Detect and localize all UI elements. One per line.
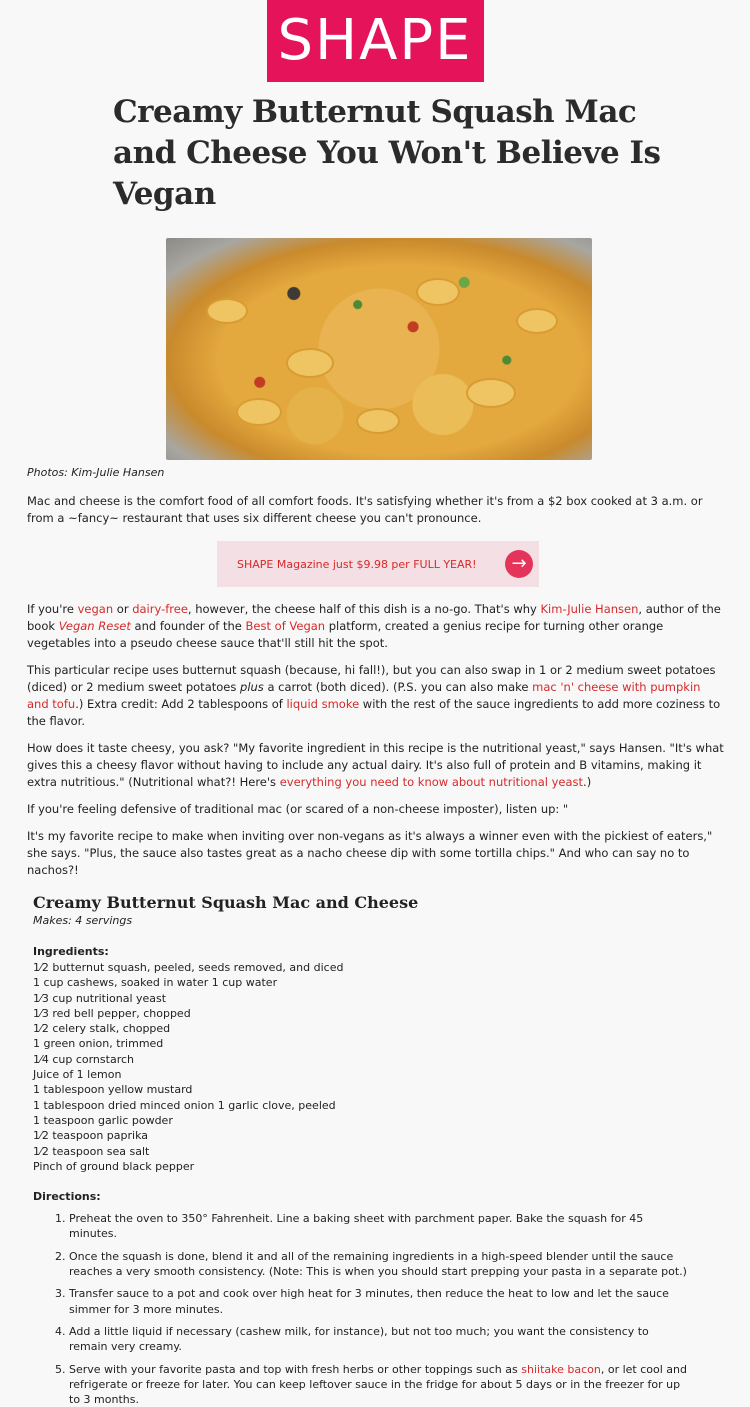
photo-caption: Photos: Kim-Julie Hansen xyxy=(27,466,165,479)
link-best-of-vegan[interactable]: Best of Vegan xyxy=(245,619,326,633)
ingredient-item: 1⁄3 red bell pepper, chopped xyxy=(33,1006,191,1020)
subscription-promo[interactable] xyxy=(217,541,539,587)
paragraph-taste: How does it taste cheesy, you ask? "My favorite ingredient in this recipe is the nutritional yeast," says Hansen. "It's what gives this a cheesy flavor without having to include any actual dairy. It's also full of protein and B vitamins, making it extra nutritious." (Nutritional what?! Here's everything you need to know about nutritional yeast.) xyxy=(27,741,724,789)
paragraph-vegan: If you're vegan or dairy-free, however, the cheese half of this dish is a no-go. That's why Kim-Julie Hansen, author of the book Vegan Reset and founder of the Best of Vegan platform, created a genius recipe for turning other orange vegetables into a pseudo cheese sauce that'll still hit the spot. xyxy=(27,602,721,650)
direction-step: 4. Add a little liquid if necessary (cashew milk, for instance), but not too much; you want the consistency to remain very creamy. xyxy=(69,1324,689,1355)
directions-list xyxy=(0,1211,689,1407)
arrow-right-icon[interactable]: → xyxy=(505,550,533,578)
direction-step: 5. Serve with your favorite pasta and top with fresh herbs or other toppings such as shiitake bacon, or let cool and refrigerate or freeze for later. You can keep leftover sauce in the fridge for about 5 days or in the freezer for up to 3 months. xyxy=(69,1362,689,1407)
direction-step: 1. Preheat the oven to 350° Fahrenheit. Line a baking sheet with parchment paper. Bake the squash for 45 minutes. xyxy=(69,1211,689,1242)
ingredient-item: 1⁄2 butternut squash, peeled, seeds removed, and diced xyxy=(33,961,344,974)
recipe-title: Creamy Butternut Squash Mac and Cheese xyxy=(33,893,419,912)
paragraph-butternut: This particular recipe uses butternut squash (because, hi fall!), but you can also swap in 1 or 2 medium sweet potatoes (diced) or 2 medium sweet potatoes plus a carrot (both diced). (P.S. you can also make mac 'n' cheese with pumpkin and tofu.) Extra credit: Add 2 tablespoons of liquid smoke with the rest of the sauce ingredients to add more coziness to the flavor. xyxy=(27,663,721,728)
ingredient-item: 1⁄3 cup nutritional yeast xyxy=(33,991,167,1005)
ingredient-item: 1⁄2 teaspoon sea salt xyxy=(33,1144,150,1158)
link-dairy-free[interactable]: dairy-free xyxy=(132,602,188,616)
ingredient-item: 1⁄2 celery stalk, chopped xyxy=(33,1022,171,1036)
link-vegan-reset[interactable]: Vegan Reset xyxy=(58,619,131,633)
link-liquid-smoke[interactable]: liquid smoke xyxy=(286,697,360,711)
ingredients-heading: Ingredients: xyxy=(33,945,109,958)
link-vegan[interactable]: vegan xyxy=(77,602,114,616)
paragraph-quote: It's my favorite recipe to make when inviting over non-vegans as it's always a winner even with the pickiest of eaters," she says. "Plus, the sauce also tastes great as a nacho cheese dip with some tortilla chips." And who can say no to nachos?! xyxy=(27,829,713,877)
ingredient-item: 1⁄4 cup cornstarch xyxy=(33,1052,134,1066)
promo-text[interactable]: SHAPE Magazine just $9.98 per FULL YEAR! xyxy=(237,557,477,571)
ingredient-item: 1 tablespoon dried minced onion 1 garlic clove, peeled xyxy=(33,1098,336,1112)
link-pumpkin-tofu[interactable]: mac 'n' cheese with pumpkin and tofu xyxy=(27,680,701,711)
link-shiitake-bacon[interactable]: shiitake bacon xyxy=(521,1362,601,1376)
ingredient-item: Pinch of ground black pepper xyxy=(33,1159,195,1173)
paragraph-defensive: If you're feeling defensive of traditional mac (or scared of a non-cheese imposter), listen up: " xyxy=(27,802,569,816)
direction-step: 2. Once the squash is done, blend it and all of the remaining ingredients in a high-speed blender until the sauce reaches a very smooth consistency. (Note: This is when you should start prepping your pasta in a separate pot.) xyxy=(69,1249,689,1280)
ingredients-list xyxy=(0,960,750,1174)
link-kim-julie-hansen[interactable]: Kim-Julie Hansen xyxy=(540,602,639,616)
ingredient-item: 1 tablespoon yellow mustard xyxy=(33,1083,193,1097)
ingredient-item: 1 green onion, trimmed xyxy=(33,1037,164,1051)
shape-logo[interactable]: SHAPE xyxy=(267,0,484,82)
ingredient-item: 1 cup cashews, soaked in water 1 cup water xyxy=(33,976,278,990)
recipe-servings: Makes: 4 servings xyxy=(33,914,133,927)
article-title: Creamy Butternut Squash Mac and Cheese You Won't Believe Is Vegan xyxy=(113,94,661,212)
hero-image xyxy=(166,238,592,460)
link-nutritional-yeast[interactable]: everything you need to know about nutritional yeast xyxy=(279,775,584,789)
ingredient-item: 1⁄2 teaspoon paprika xyxy=(33,1129,148,1143)
ingredient-item: Juice of 1 lemon xyxy=(33,1068,122,1082)
directions-heading: Directions: xyxy=(33,1190,101,1204)
direction-step: 3. Transfer sauce to a pot and cook over high heat for 3 minutes, then reduce the heat to low and let the sauce simmer for 3 more minutes. xyxy=(69,1286,689,1317)
ingredient-item: 1 teaspoon garlic powder xyxy=(33,1113,173,1127)
header xyxy=(0,0,750,82)
paragraph-intro: Mac and cheese is the comfort food of all comfort foods. It's satisfying whether it's from a $2 box cooked at 3 a.m. or from a ~fancy~ restaurant that uses six different cheese you can't pronounce. xyxy=(27,494,703,525)
